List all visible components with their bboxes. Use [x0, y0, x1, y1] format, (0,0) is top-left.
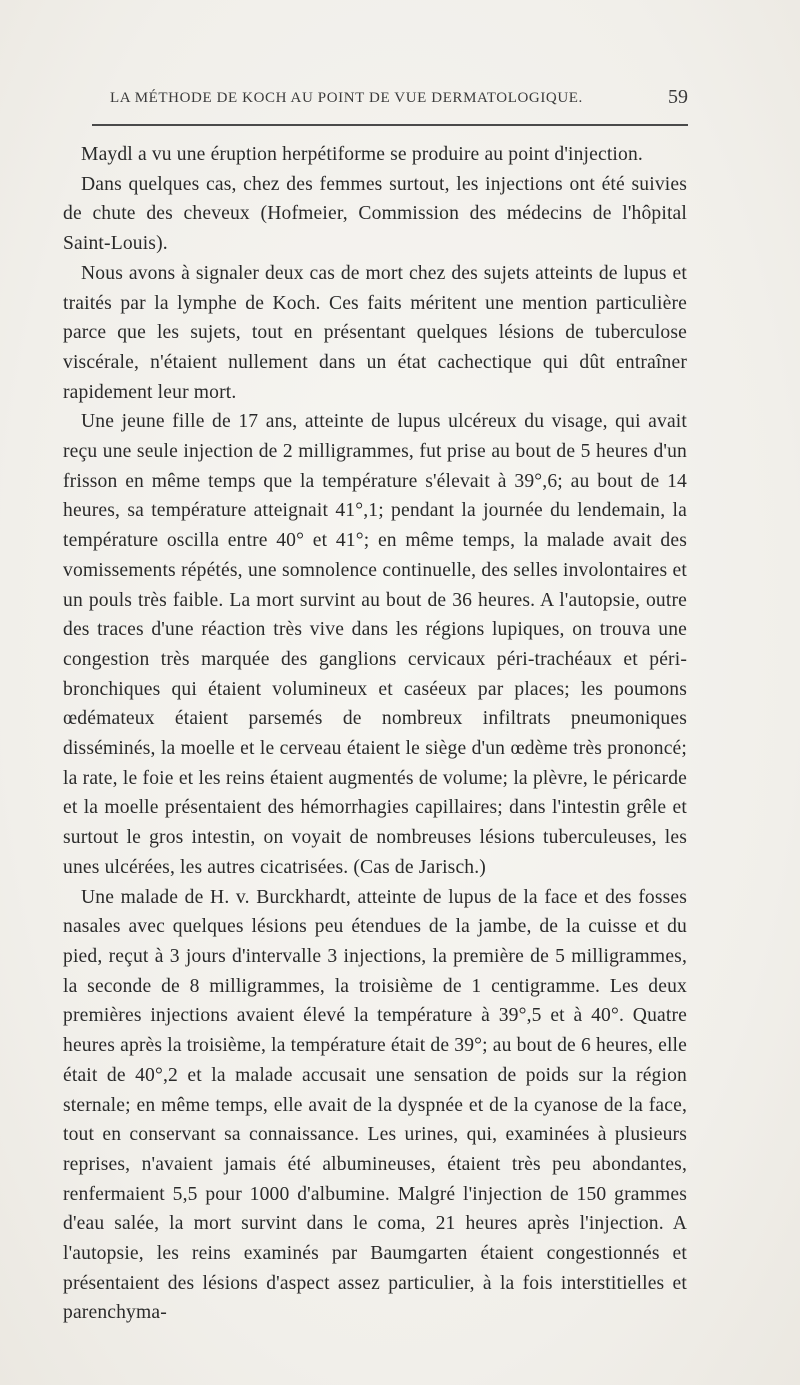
- paragraph: Nous avons à signaler deux cas de mort chez des sujets atteints de lupus et traités par la lymphe de Koch. Ces faits méritent une mention particulière parce que les sujets, tout en présentant quelques lésions de tuberculose viscérale, n'étaient nullement dans un état cachectique qui dût entraîner rapidement leur mort.: [63, 262, 687, 403]
- running-title: LA MÉTHODE DE KOCH AU POINT DE VUE DERMATOLOGIQUE.: [110, 90, 583, 106]
- paragraph: Une malade de H. v. Burckhardt, atteinte de lupus de la face et des fosses nasales avec quelques lésions peu étendues de la jambe, de la cuisse et du pied, reçut à 3 jours d'intervalle 3 injections, la première de 5 milligrammes, la seconde de 8 milligrammes, la troisième de 1 centigramme. Les deux premières injections avaient élevé la température à 39°,5 et à 40°. Quatre heures après la troisième, la température était de 39°; au bout de 6 heures, elle était de 40°,2 et la malade accusait une sensation de poids sur la région sternale; en même temps, elle avait de la dyspnée et de la cyanose de la face, tout en conservant sa connaissance. Les urines, qui, examinées à plusieurs reprises, n'avaient jamais été albumineuses, étaient très peu abondantes, renfermaient 5,5 pour 1000 d'albumine. Malgré l'injection de 150 grammes d'eau salée, la mort survint dans le coma, 21 heures après l'injection. A l'autopsie, les reins examinés par Baumgarten étaient congestionnés et présentaient des lésions d'aspect assez particulier, à la fois interstitielles et parenchyma-: [63, 886, 687, 1324]
- paragraph: Dans quelques cas, chez des femmes surtout, les injections ont été suivies de chute des cheveux (Hofmeier, Commission des médecins de l'hôpital Saint-Louis).: [63, 173, 687, 255]
- paragraph: Une jeune fille de 17 ans, atteinte de lupus ulcéreux du visage, qui avait reçu une seule injection de 2 milligrammes, fut prise au bout de 5 heures d'un frisson en même temps que la température s'élevait à 39°,6; au bout de 14 heures, sa température atteignait 41°,1; pendant la journée du lendemain, la température oscilla entre 40° et 41°; en même temps, la malade avait des vomissements répétés, une somnolence continuelle, des selles involontaires et un pouls très faible. La mort survint au bout de 36 heures. A l'autopsie, outre des traces d'une réaction très vive dans les régions lupiques, on trouva une congestion très marquée des ganglions cervicaux péri-trachéaux et péri-bronchiques qui étaient volumineux et caséeux par places; les poumons œdémateux étaient parsemés de nombreux infiltrats pneumoniques disséminés, la moelle et le cerveau étaient le siège d'un œdème très prononcé; la rate, le foie et les reins étaient augmentés de volume; la plèvre, le péricarde et la moelle présentaient des hémorrhagies capillaires; dans l'intestin grêle et surtout le gros intestin, on voyait de nombreuses lésions tuberculeuses, les unes ulcérées, les autres cicatrisées. (Cas de Jarisch.): [63, 411, 687, 878]
- running-head: [110, 86, 688, 110]
- body-text: [63, 140, 687, 1328]
- header-rule: [92, 124, 688, 126]
- paragraph: Maydl a vu une éruption herpétiforme se produire au point d'injection.: [81, 144, 643, 165]
- page-number: 59: [668, 86, 688, 108]
